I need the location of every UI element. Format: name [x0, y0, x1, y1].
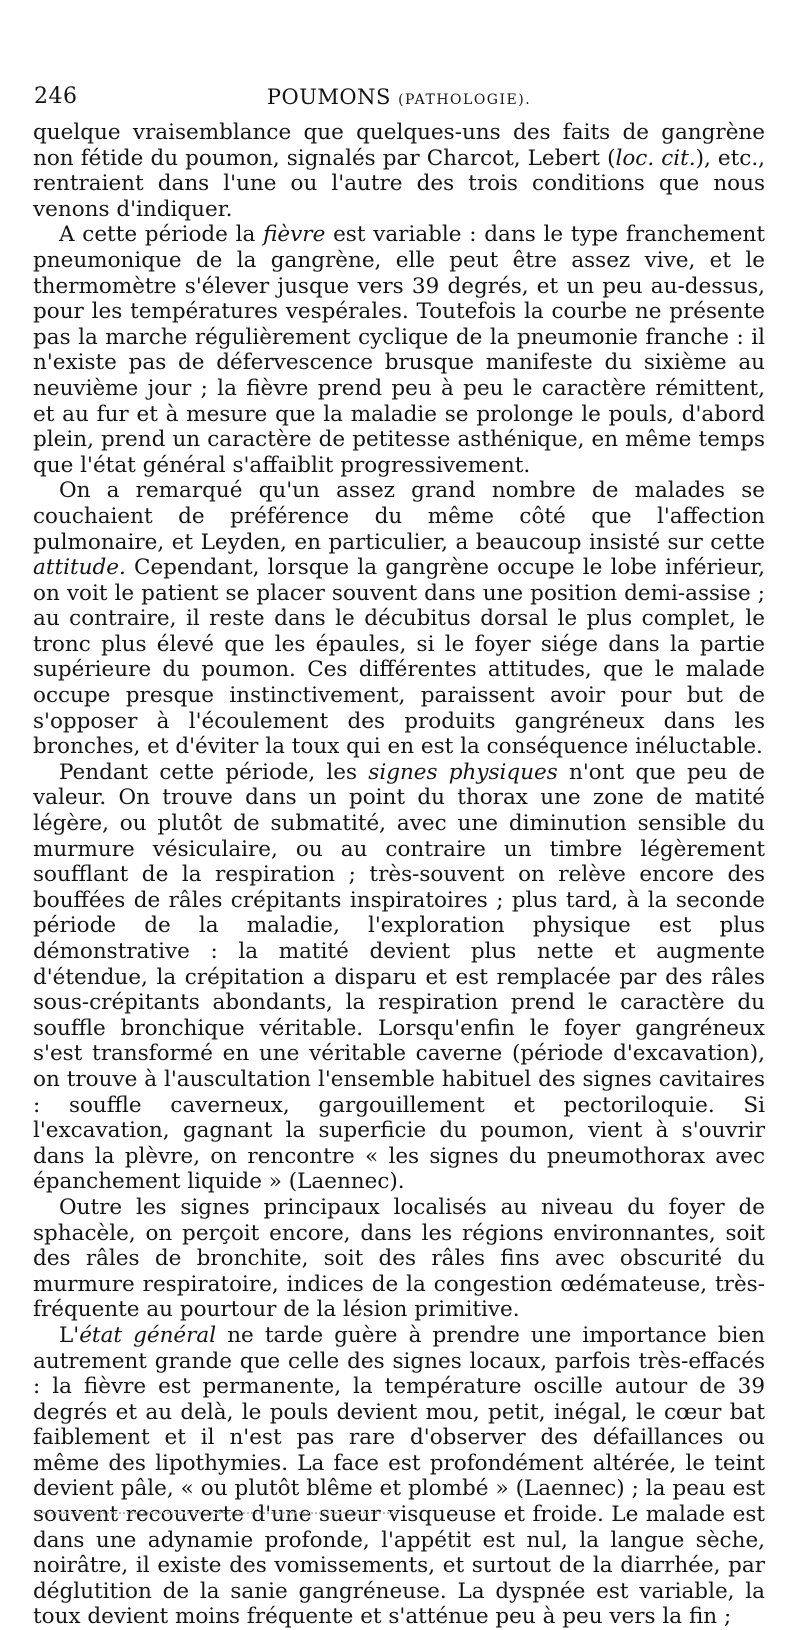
- text-run: n'ont que peu de valeur. On trouve dans un point du thorax une zone de matité légère, ou plutôt de submatité, avec une diminution sensible du murmure vésiculaire, ou au contraire un timbre légèrement soufflant de la respiration ; très-souvent on relève encore des bouffées de râles crépitants inspiratoires ; plus tard, à la seconde période de la maladie, l'exploration physique est plus démonstrative : la matité devient plus nette et augmente d'étendue, la crépitation a disparu et est remplacée par des râles sous-crépitants abondants, la respiration prend le caractère du souffle bronchique véritable. Lorsqu'enfin le foyer gangréneux s'est transformé en une véritable caverne (période d'excavation), on trouve à l'auscultation l'ensemble habituel des signes cavitaires : souffle caverneux, gargouillement et pectoriloquie. Si l'excavation, gagnant la superficie du poumon, vient à s'ouvrir dans la plèvre, on rencontre « les signes du pneumothorax avec épanchement liquide » (Laennec).: [33, 759, 765, 1195]
- paragraph-1: [33, 120, 765, 222]
- paragraph-4: [33, 760, 765, 1195]
- text-run: L': [59, 1322, 80, 1348]
- italic-run: état général: [79, 1322, 217, 1348]
- text-run: quelque vraisemblance que quelques-uns des faits de gangrène non fétide du poumon, signalés par Charcot, Lebert (: [33, 120, 765, 171]
- paragraph-6: [33, 1323, 765, 1630]
- running-title: [34, 82, 764, 115]
- paragraph-5: [33, 1195, 765, 1323]
- italic-run: attitude.: [33, 555, 126, 581]
- text-run: ), etc., rentraient dans l'une ou l'autre des trois conditions que nous venons d'indiquer.: [33, 145, 765, 222]
- italic-run: signes physiques: [368, 759, 558, 785]
- text-run: ne tarde guère à prendre une importance bien autrement grande que celle des signes locaux, parfois très-effacés : la fièvre est permanente, la température oscille autour de 39 degrés et au delà, le pouls devient mou, petit, inégal, le cœur bat faiblement et il n'est pas rare d'observer des défaillances ou même des lipothymies. La face est profondément altérée, le teint devient pâle, « ou plutôt blême et plombé » (Laennec) ; la peau est souvent recouverte d'une sueur visqueuse et froide. Le malade est dans une adynamie profonde, l'appétit est nul, la langue sèche, noirâtre, il existe des vomissements, et surtout de la diarrhée, par déglutition de la sanie gangréneuse. La dyspnée est variable, la toux devient moins fréquente et s'atténue peu à peu vers la fin ;: [33, 1322, 765, 1630]
- page-number: 246: [34, 84, 78, 109]
- text-run: Pendant cette période, les: [59, 759, 369, 785]
- body-text: [33, 120, 765, 1630]
- text-run: Outre les signes principaux localisés au niveau du foyer de sphacèle, on perçoit encore, dans les régions environnantes, soit des râles de bronchite, soit des râles fins avec obscurité du murmure respiratoire, indices de la congestion œdémateuse, très-fréquente au pourtour de la lésion primitive.: [33, 1194, 765, 1323]
- text-run: On a remarqué qu'un assez grand nombre de malades se couchaient de préférence du même côté que l'affection pulmonaire, et Leyden, en particulier, a beaucoup insisté sur cette: [33, 478, 765, 555]
- paragraph-3: [33, 478, 765, 760]
- text-run: Cependant, lorsque la gangrène occupe le lobe inférieur, on voit le patient se placer souvent dans une position demi-assise ; au contraire, il reste dans le décubitus dorsal le plus complet, le tronc plus élevé que les épaules, si le foyer siége dans la partie supérieure du poumon. Ces différentes attitudes, que le malade occupe presque instinctivement, paraissent avoir pour but de s'opposer à l'écoulement des produits gangréneux dans les bronches, et d'éviter la toux qui en est la conséquence inéluctable.: [33, 555, 765, 760]
- italic-run: loc. cit.: [615, 145, 696, 171]
- paragraph-2: [33, 222, 765, 478]
- footer-dotted-rule: [36, 1512, 396, 1514]
- text-run: A cette période la: [59, 222, 264, 248]
- running-title-main: POUMONS: [266, 85, 391, 109]
- running-title-sub: (PATHOLOGIE).: [398, 92, 532, 108]
- text-run: est variable : dans le type franchement pneumonique de la gangrène, elle peut être assez vive, et le thermomètre s'élever jusque vers 39 degrés, et un peu au-dessus, pour les températures vespérales. Toutefois la courbe ne présente pas la marche régulièrement cyclique de la pneumonie franche : il n'existe pas de défervescence brusque manifeste du sixième au neuvième jour ; la fièvre prend peu à peu le caractère rémittent, et au fur et à mesure que la maladie se prolonge le pouls, d'abord plein, prend un caractère de petitesse asthénique, en même temps que l'état général s'affaiblit progressivement.: [33, 222, 765, 478]
- italic-run: fièvre: [263, 222, 326, 248]
- page-header: [34, 82, 764, 112]
